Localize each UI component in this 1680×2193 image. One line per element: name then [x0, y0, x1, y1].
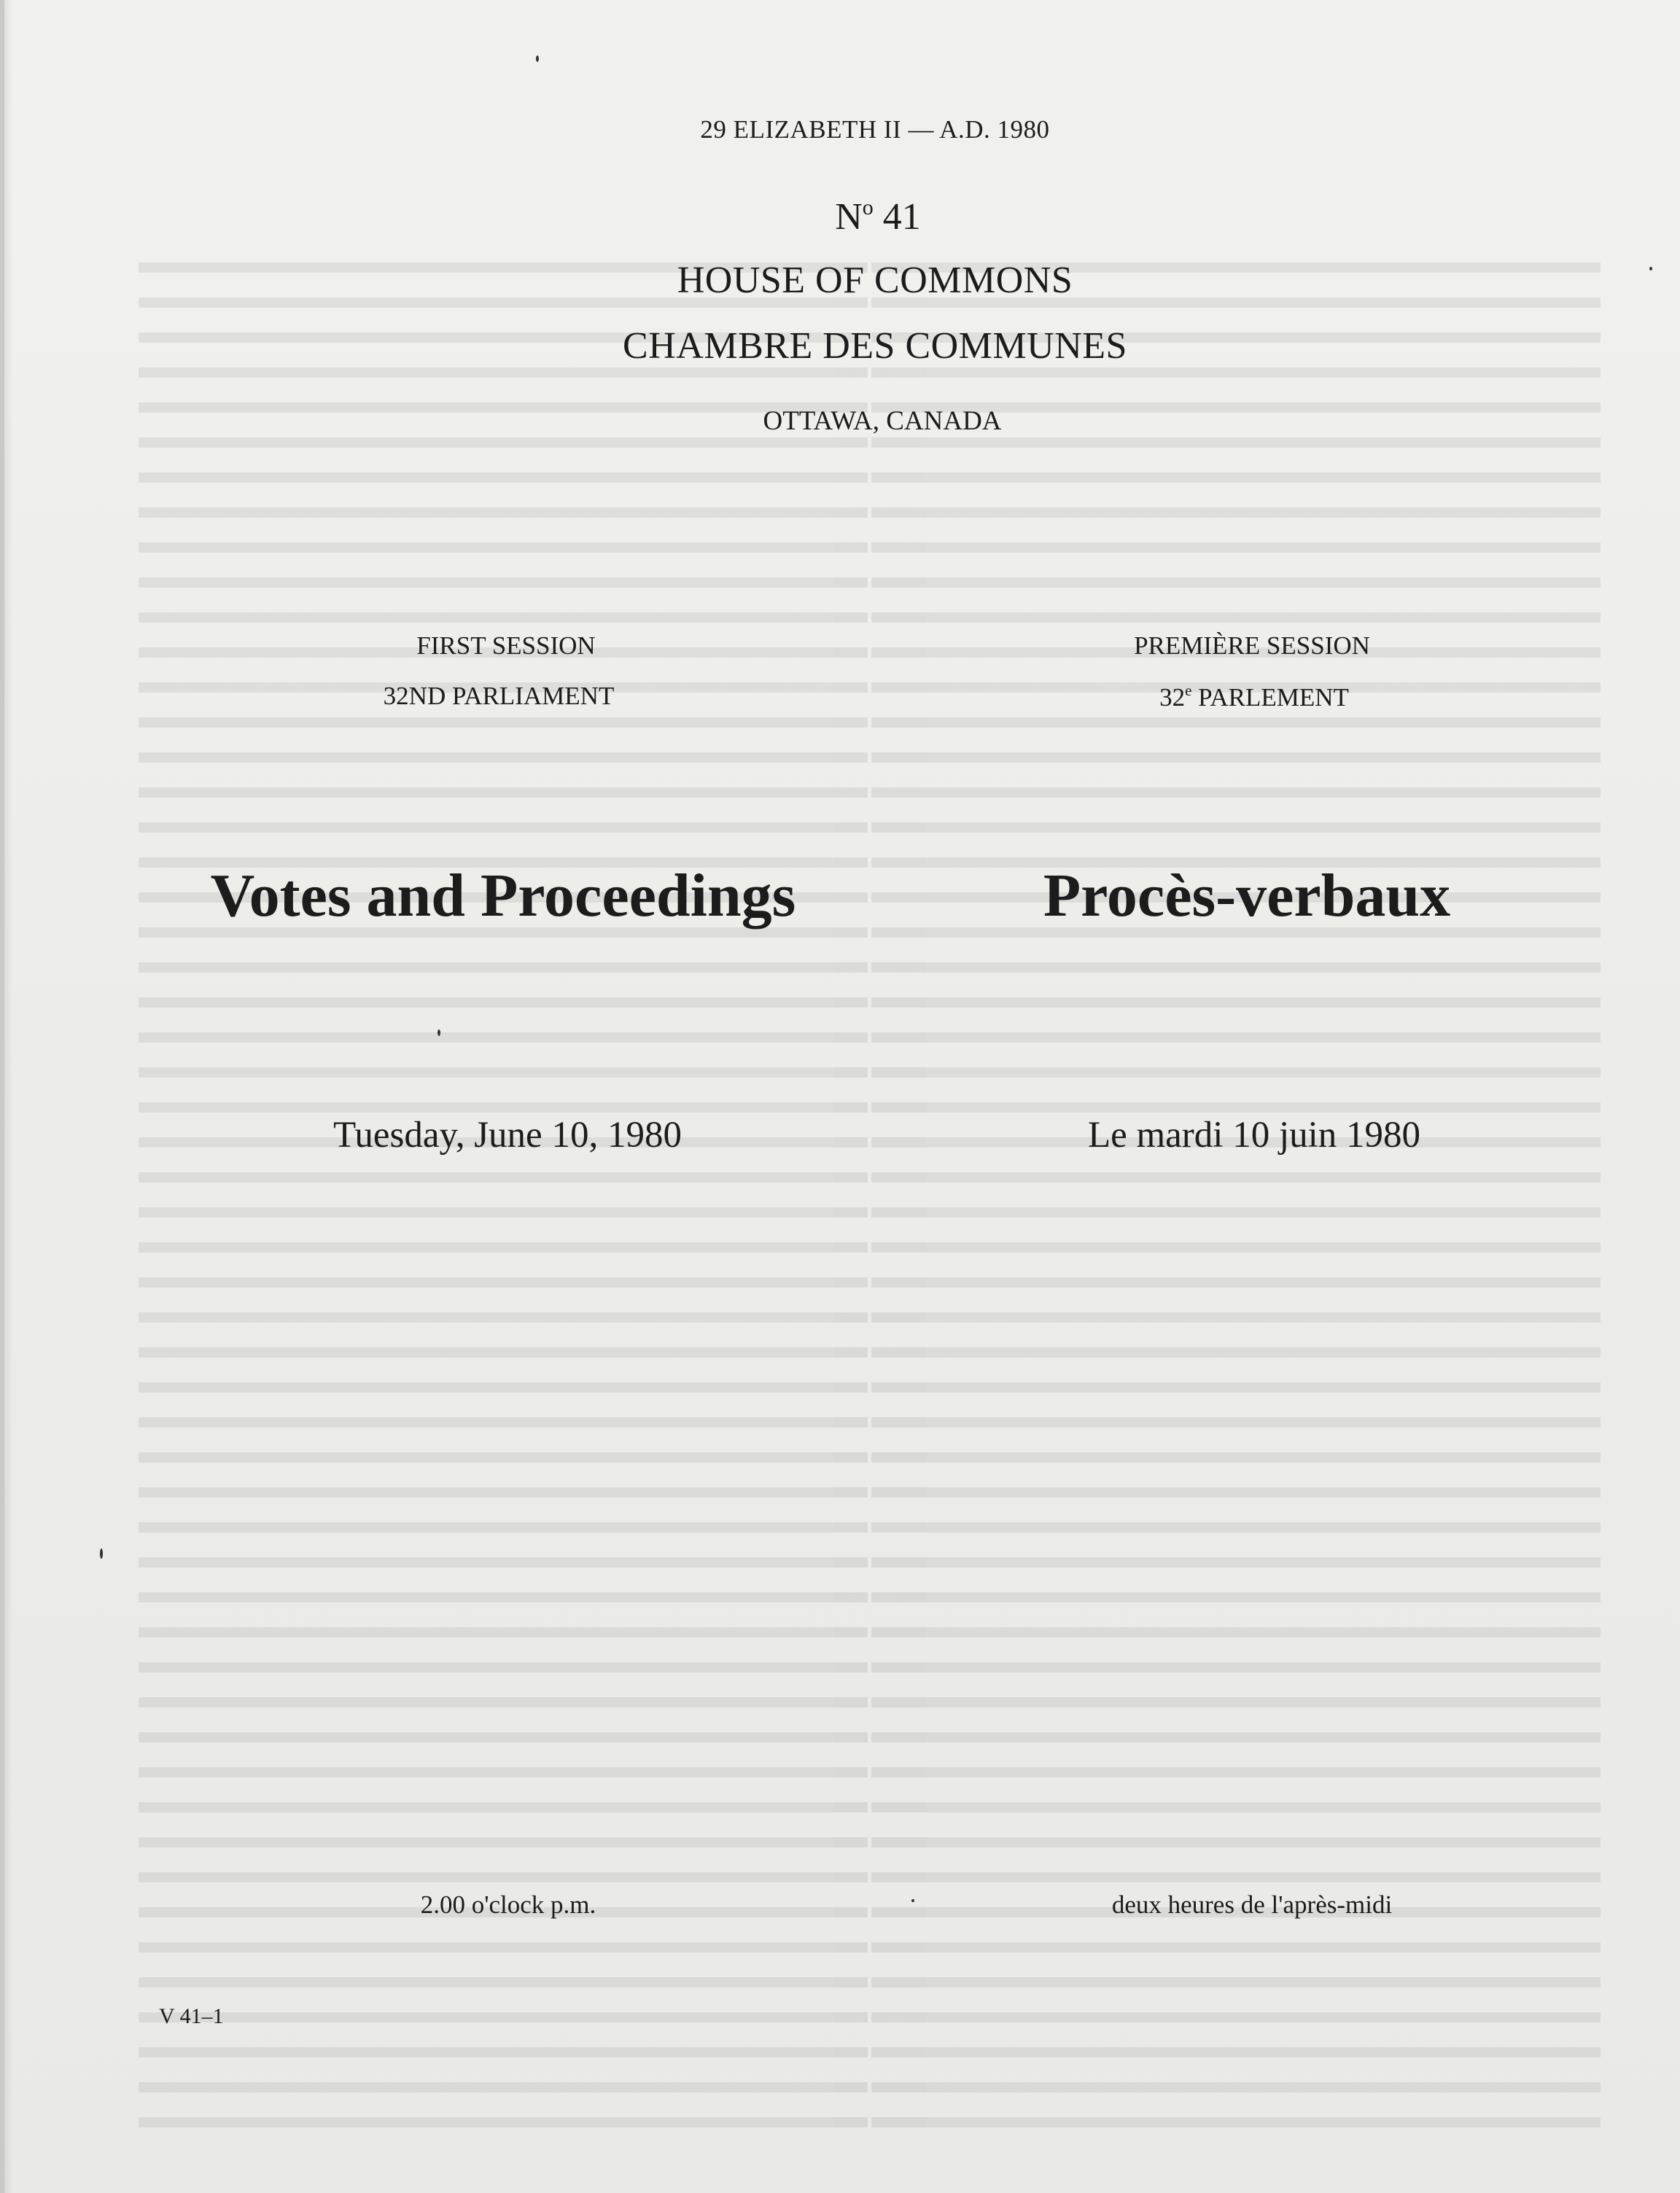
- location: OTTAWA, CANADA: [763, 406, 1002, 436]
- title-english: Votes and Proceedings: [210, 862, 796, 930]
- sitting-time-french: deux heures de l'après-midi: [1111, 1890, 1393, 1919]
- date-french: Le mardi 10 juin 1980: [1087, 1115, 1421, 1156]
- title-french: Procès-verbaux: [1043, 862, 1451, 930]
- scan-speck: [438, 1029, 440, 1036]
- show-through-left: [139, 262, 868, 2129]
- issue-superscript: o: [862, 195, 874, 219]
- regnal-year: 29 ELIZABETH II — A.D. 1980: [700, 115, 1050, 144]
- sitting-time-english: 2.00 o'clock p.m.: [420, 1890, 596, 1919]
- session-french: PREMIÈRE SESSION: [1134, 631, 1370, 660]
- document-number: V 41–1: [159, 2004, 224, 2028]
- page-edge-shadow: [0, 0, 4, 2193]
- scan-speck: [1649, 267, 1652, 270]
- house-name-english: HOUSE OF COMMONS: [677, 260, 1073, 301]
- issue-number: [835, 195, 921, 238]
- parliament-french-word: PARLEMENT: [1191, 683, 1349, 712]
- parliament-french-superscript: e: [1185, 682, 1192, 699]
- date-english: Tuesday, June 10, 1980: [333, 1115, 682, 1156]
- parliament-french: [1159, 682, 1349, 712]
- scan-speck: [911, 1899, 914, 1902]
- parliament-french-number: 32: [1159, 683, 1186, 712]
- scan-speck: [100, 1549, 103, 1559]
- parliament-english: 32ND PARLIAMENT: [383, 682, 615, 710]
- session-english: FIRST SESSION: [416, 631, 596, 660]
- scan-speck: [536, 55, 539, 62]
- issue-prefix: N: [835, 196, 863, 238]
- house-name-french: CHAMBRE DES COMMUNES: [623, 325, 1127, 367]
- issue-number-value: 41: [873, 196, 921, 238]
- show-through-right: [871, 262, 1601, 2129]
